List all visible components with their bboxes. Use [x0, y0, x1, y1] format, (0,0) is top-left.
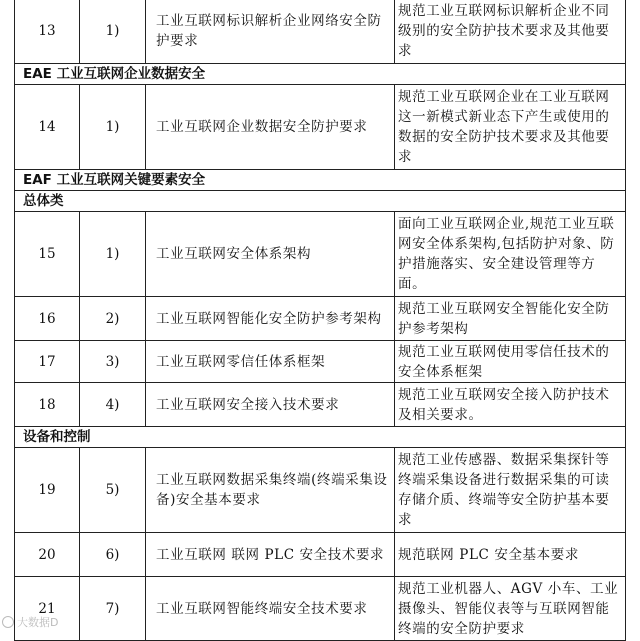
standard-description: 规范联网 PLC 安全基本要求: [395, 533, 626, 577]
row-index: 15: [15, 212, 80, 297]
row-seq: 2): [80, 297, 146, 341]
table-row: [15, 577, 626, 641]
table-row: [15, 85, 626, 170]
row-seq: 4): [80, 383, 146, 427]
section-heading: EAE 工业互联网企业数据安全: [15, 64, 626, 85]
table-row: [15, 533, 626, 577]
table-row: [15, 297, 626, 341]
standard-name: 工业互联网 联网 PLC 安全技术要求: [146, 533, 395, 577]
standard-description: 规范工业互联网安全智能化安全防护参考架构: [395, 297, 626, 341]
row-seq: 1): [80, 0, 146, 64]
standard-name: 工业互联网安全接入技术要求: [146, 383, 395, 427]
table-row: [15, 0, 626, 64]
section-row: [15, 191, 626, 212]
row-seq: 7): [80, 577, 146, 641]
section-heading: EAF 工业互联网关键要素安全: [15, 170, 626, 191]
row-index: 16: [15, 297, 80, 341]
row-index: 21: [15, 577, 80, 641]
standard-name: 工业互联网智能化安全防护参考架构: [146, 297, 395, 341]
standard-description: 规范工业互联网安全接入防护技术及相关要求。: [395, 383, 626, 427]
row-seq: 5): [80, 448, 146, 533]
row-seq: 3): [80, 341, 146, 383]
table-row: [15, 448, 626, 533]
section-heading: 设备和控制: [15, 427, 626, 448]
row-seq: 1): [80, 85, 146, 170]
standard-name: 工业互联网数据采集终端(终端采集设备)安全基本要求: [146, 448, 395, 533]
section-row: [15, 64, 626, 85]
standard-description: 规范工业互联网使用零信任技术的安全体系框架: [395, 341, 626, 383]
standard-description: 规范工业互联网标识解析企业不同级别的安全防护技术要求及其他要求: [395, 0, 626, 64]
table-row: [15, 212, 626, 297]
standard-description: 面向工业互联网企业,规范工业互联网安全体系架构,包括防护对象、防护措施落实、安全建设管理等方面。: [395, 212, 626, 297]
standard-name: 工业互联网标识解析企业网络安全防护要求: [146, 0, 395, 64]
table-row: [15, 341, 626, 383]
row-index: 19: [15, 448, 80, 533]
standard-description: 规范工业机器人、AGV 小车、工业摄像头、智能仪表等与互联网智能终端的安全防护要求: [395, 577, 626, 641]
section-row: [15, 170, 626, 191]
row-index: 17: [15, 341, 80, 383]
table-row: [15, 383, 626, 427]
standard-description: 规范工业互联网企业在工业互联网这一新模式新业态下产生或使用的数据的安全防护技术要求及其他要求: [395, 85, 626, 170]
standard-description: 规范工业传感器、数据采集探针等终端采集设备进行数据采集的可读存储介质、终端等安全防护基本要求: [395, 448, 626, 533]
section-heading: 总体类: [15, 191, 626, 212]
row-seq: 6): [80, 533, 146, 577]
watermark-logo-icon: [2, 616, 14, 628]
standard-name: 工业互联网零信任体系框架: [146, 341, 395, 383]
standard-name: 工业互联网企业数据安全防护要求: [146, 85, 395, 170]
section-row: [15, 427, 626, 448]
standard-name: 工业互联网安全体系架构: [146, 212, 395, 297]
row-index: 14: [15, 85, 80, 170]
row-seq: 1): [80, 212, 146, 297]
row-index: 20: [15, 533, 80, 577]
watermark-text: 大数据D: [17, 616, 59, 629]
row-index: 18: [15, 383, 80, 427]
row-index: 13: [15, 0, 80, 64]
standard-name: 工业互联网智能终端安全技术要求: [146, 577, 395, 641]
watermark: [2, 614, 58, 630]
standards-table: [14, 0, 626, 641]
